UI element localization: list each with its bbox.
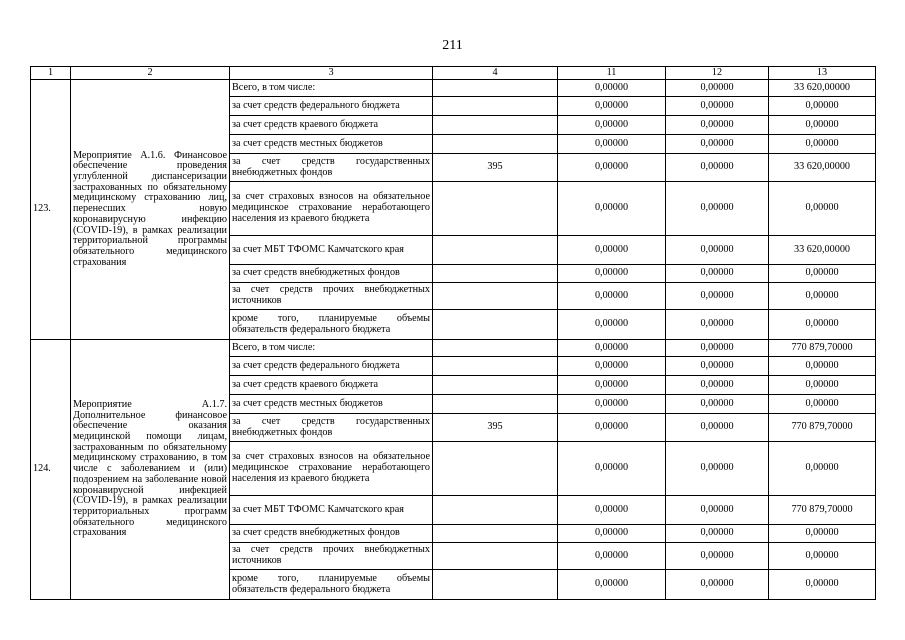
- funding-source: Всего, в том числе:: [230, 80, 433, 97]
- value-col-12: 0,00000: [666, 543, 769, 570]
- value-col-11: 0,00000: [558, 135, 666, 154]
- code-cell-empty: [433, 283, 558, 310]
- value-col-11: 0,00000: [558, 414, 666, 442]
- value-col-11: 0,00000: [558, 97, 666, 116]
- funding-source: кроме того, планируемые объемы обязательств федерального бюджета: [230, 310, 433, 340]
- value-col-13: 770 879,70000: [769, 496, 876, 525]
- value-col-12: 0,00000: [666, 97, 769, 116]
- funding-source: за счет МБТ ТФОМС Камчатского края: [230, 236, 433, 265]
- value-col-11: 0,00000: [558, 340, 666, 357]
- value-col-12: 0,00000: [666, 80, 769, 97]
- value-col-11: 0,00000: [558, 236, 666, 265]
- value-col-12: 0,00000: [666, 442, 769, 496]
- column-header: 13: [769, 67, 876, 80]
- code-cell-empty: [433, 97, 558, 116]
- funding-source: за счет страховых взносов на обязательное медицинское страхование неработающего населения из краевого бюджета: [230, 442, 433, 496]
- value-col-11: 0,00000: [558, 395, 666, 414]
- column-header-row: [31, 67, 876, 80]
- value-col-11: 0,00000: [558, 80, 666, 97]
- value-col-13: 0,00000: [769, 265, 876, 283]
- value-col-12: 0,00000: [666, 116, 769, 135]
- funding-source: за счет средств краевого бюджета: [230, 376, 433, 395]
- value-col-12: 0,00000: [666, 357, 769, 376]
- table-body: [31, 80, 876, 600]
- code-cell: 395: [433, 414, 558, 442]
- code-cell-empty: [433, 570, 558, 600]
- funding-source: за счет средств федерального бюджета: [230, 97, 433, 116]
- funding-source: за счет средств краевого бюджета: [230, 116, 433, 135]
- funding-source: за счет МБТ ТФОМС Камчатского края: [230, 496, 433, 525]
- column-header: 4: [433, 67, 558, 80]
- code-cell-empty: [433, 80, 558, 97]
- column-header: 11: [558, 67, 666, 80]
- value-col-12: 0,00000: [666, 340, 769, 357]
- code-cell-empty: [433, 543, 558, 570]
- value-col-11: 0,00000: [558, 182, 666, 236]
- value-col-12: 0,00000: [666, 154, 769, 182]
- value-col-11: 0,00000: [558, 310, 666, 340]
- code-cell-empty: [433, 357, 558, 376]
- funding-source: за счет средств государственных внебюджетных фондов: [230, 154, 433, 182]
- funding-source: за счет средств внебюджетных фондов: [230, 525, 433, 543]
- event-description: Мероприятие А.1.7. Дополнительное финансовое обеспечение оказания медицинской помощи лицам, застрахованным по обязательному медицинскому страхованию, в том числе с заболеванием и (или) подозрением на заболевание новой коронавирусной инфекцией (COVID-19), в рамках реализации территориальных программ обязательного медицинского страхования: [71, 340, 230, 600]
- funding-source: Всего, в том числе:: [230, 340, 433, 357]
- column-header: 1: [31, 67, 71, 80]
- value-col-13: 0,00000: [769, 543, 876, 570]
- value-col-11: 0,00000: [558, 265, 666, 283]
- value-col-11: 0,00000: [558, 442, 666, 496]
- value-col-11: 0,00000: [558, 543, 666, 570]
- value-col-12: 0,00000: [666, 310, 769, 340]
- column-header: 3: [230, 67, 433, 80]
- value-col-12: 0,00000: [666, 135, 769, 154]
- value-col-13: 770 879,70000: [769, 340, 876, 357]
- value-col-13: 0,00000: [769, 442, 876, 496]
- funding-source: за счет средств внебюджетных фондов: [230, 265, 433, 283]
- code-cell-empty: [433, 236, 558, 265]
- funding-source: за счет средств прочих внебюджетных источников: [230, 283, 433, 310]
- value-col-13: 33 620,00000: [769, 80, 876, 97]
- page-number: 211: [442, 38, 463, 53]
- code-cell-empty: [433, 442, 558, 496]
- value-col-11: 0,00000: [558, 154, 666, 182]
- code-cell-empty: [433, 525, 558, 543]
- value-col-12: 0,00000: [666, 265, 769, 283]
- code-cell-empty: [433, 496, 558, 525]
- row-number: 124.: [31, 340, 71, 600]
- code-cell-empty: [433, 340, 558, 357]
- value-col-12: 0,00000: [666, 570, 769, 600]
- funding-source: за счет средств местных бюджетов: [230, 135, 433, 154]
- value-col-12: 0,00000: [666, 525, 769, 543]
- value-col-12: 0,00000: [666, 236, 769, 265]
- value-col-13: 770 879,70000: [769, 414, 876, 442]
- value-col-13: 0,00000: [769, 283, 876, 310]
- value-col-11: 0,00000: [558, 116, 666, 135]
- funding-source: за счет средств местных бюджетов: [230, 395, 433, 414]
- funding-source: за счет средств прочих внебюджетных источников: [230, 543, 433, 570]
- value-col-13: 0,00000: [769, 525, 876, 543]
- code-cell-empty: [433, 116, 558, 135]
- code-cell-empty: [433, 395, 558, 414]
- value-col-12: 0,00000: [666, 283, 769, 310]
- value-col-13: 0,00000: [769, 310, 876, 340]
- row-number: 123.: [31, 80, 71, 340]
- column-header: 2: [71, 67, 230, 80]
- value-col-13: 0,00000: [769, 97, 876, 116]
- code-cell-empty: [433, 265, 558, 283]
- value-col-13: 0,00000: [769, 395, 876, 414]
- value-col-12: 0,00000: [666, 414, 769, 442]
- column-header: 12: [666, 67, 769, 80]
- code-cell-empty: [433, 376, 558, 395]
- table-row: [31, 340, 876, 357]
- value-col-13: 0,00000: [769, 570, 876, 600]
- value-col-12: 0,00000: [666, 496, 769, 525]
- funding-source: кроме того, планируемые объемы обязательств федерального бюджета: [230, 570, 433, 600]
- code-cell-empty: [433, 310, 558, 340]
- budget-table: [30, 66, 876, 600]
- value-col-13: 33 620,00000: [769, 236, 876, 265]
- code-cell: 395: [433, 154, 558, 182]
- value-col-11: 0,00000: [558, 525, 666, 543]
- value-col-13: 0,00000: [769, 116, 876, 135]
- value-col-11: 0,00000: [558, 283, 666, 310]
- value-col-11: 0,00000: [558, 357, 666, 376]
- value-col-11: 0,00000: [558, 570, 666, 600]
- code-cell-empty: [433, 182, 558, 236]
- value-col-13: 33 620,00000: [769, 154, 876, 182]
- value-col-12: 0,00000: [666, 395, 769, 414]
- value-col-13: 0,00000: [769, 135, 876, 154]
- code-cell-empty: [433, 135, 558, 154]
- table-row: [31, 80, 876, 97]
- value-col-13: 0,00000: [769, 376, 876, 395]
- funding-source: за счет средств государственных внебюджетных фондов: [230, 414, 433, 442]
- value-col-11: 0,00000: [558, 496, 666, 525]
- value-col-12: 0,00000: [666, 376, 769, 395]
- event-description: Мероприятие А.1.6. Финансовое обеспечение проведения углубленной диспансеризации застрахованных по обязательному медицинскому страхованию лиц, перенесших новую коронавирусную инфекцию (COVID-19), в рамках реализации территориальной программы обязательного медицинского страхования: [71, 80, 230, 340]
- value-col-13: 0,00000: [769, 357, 876, 376]
- value-col-13: 0,00000: [769, 182, 876, 236]
- funding-source: за счет страховых взносов на обязательное медицинское страхование неработающего населения из краевого бюджета: [230, 182, 433, 236]
- value-col-12: 0,00000: [666, 182, 769, 236]
- value-col-11: 0,00000: [558, 376, 666, 395]
- funding-source: за счет средств федерального бюджета: [230, 357, 433, 376]
